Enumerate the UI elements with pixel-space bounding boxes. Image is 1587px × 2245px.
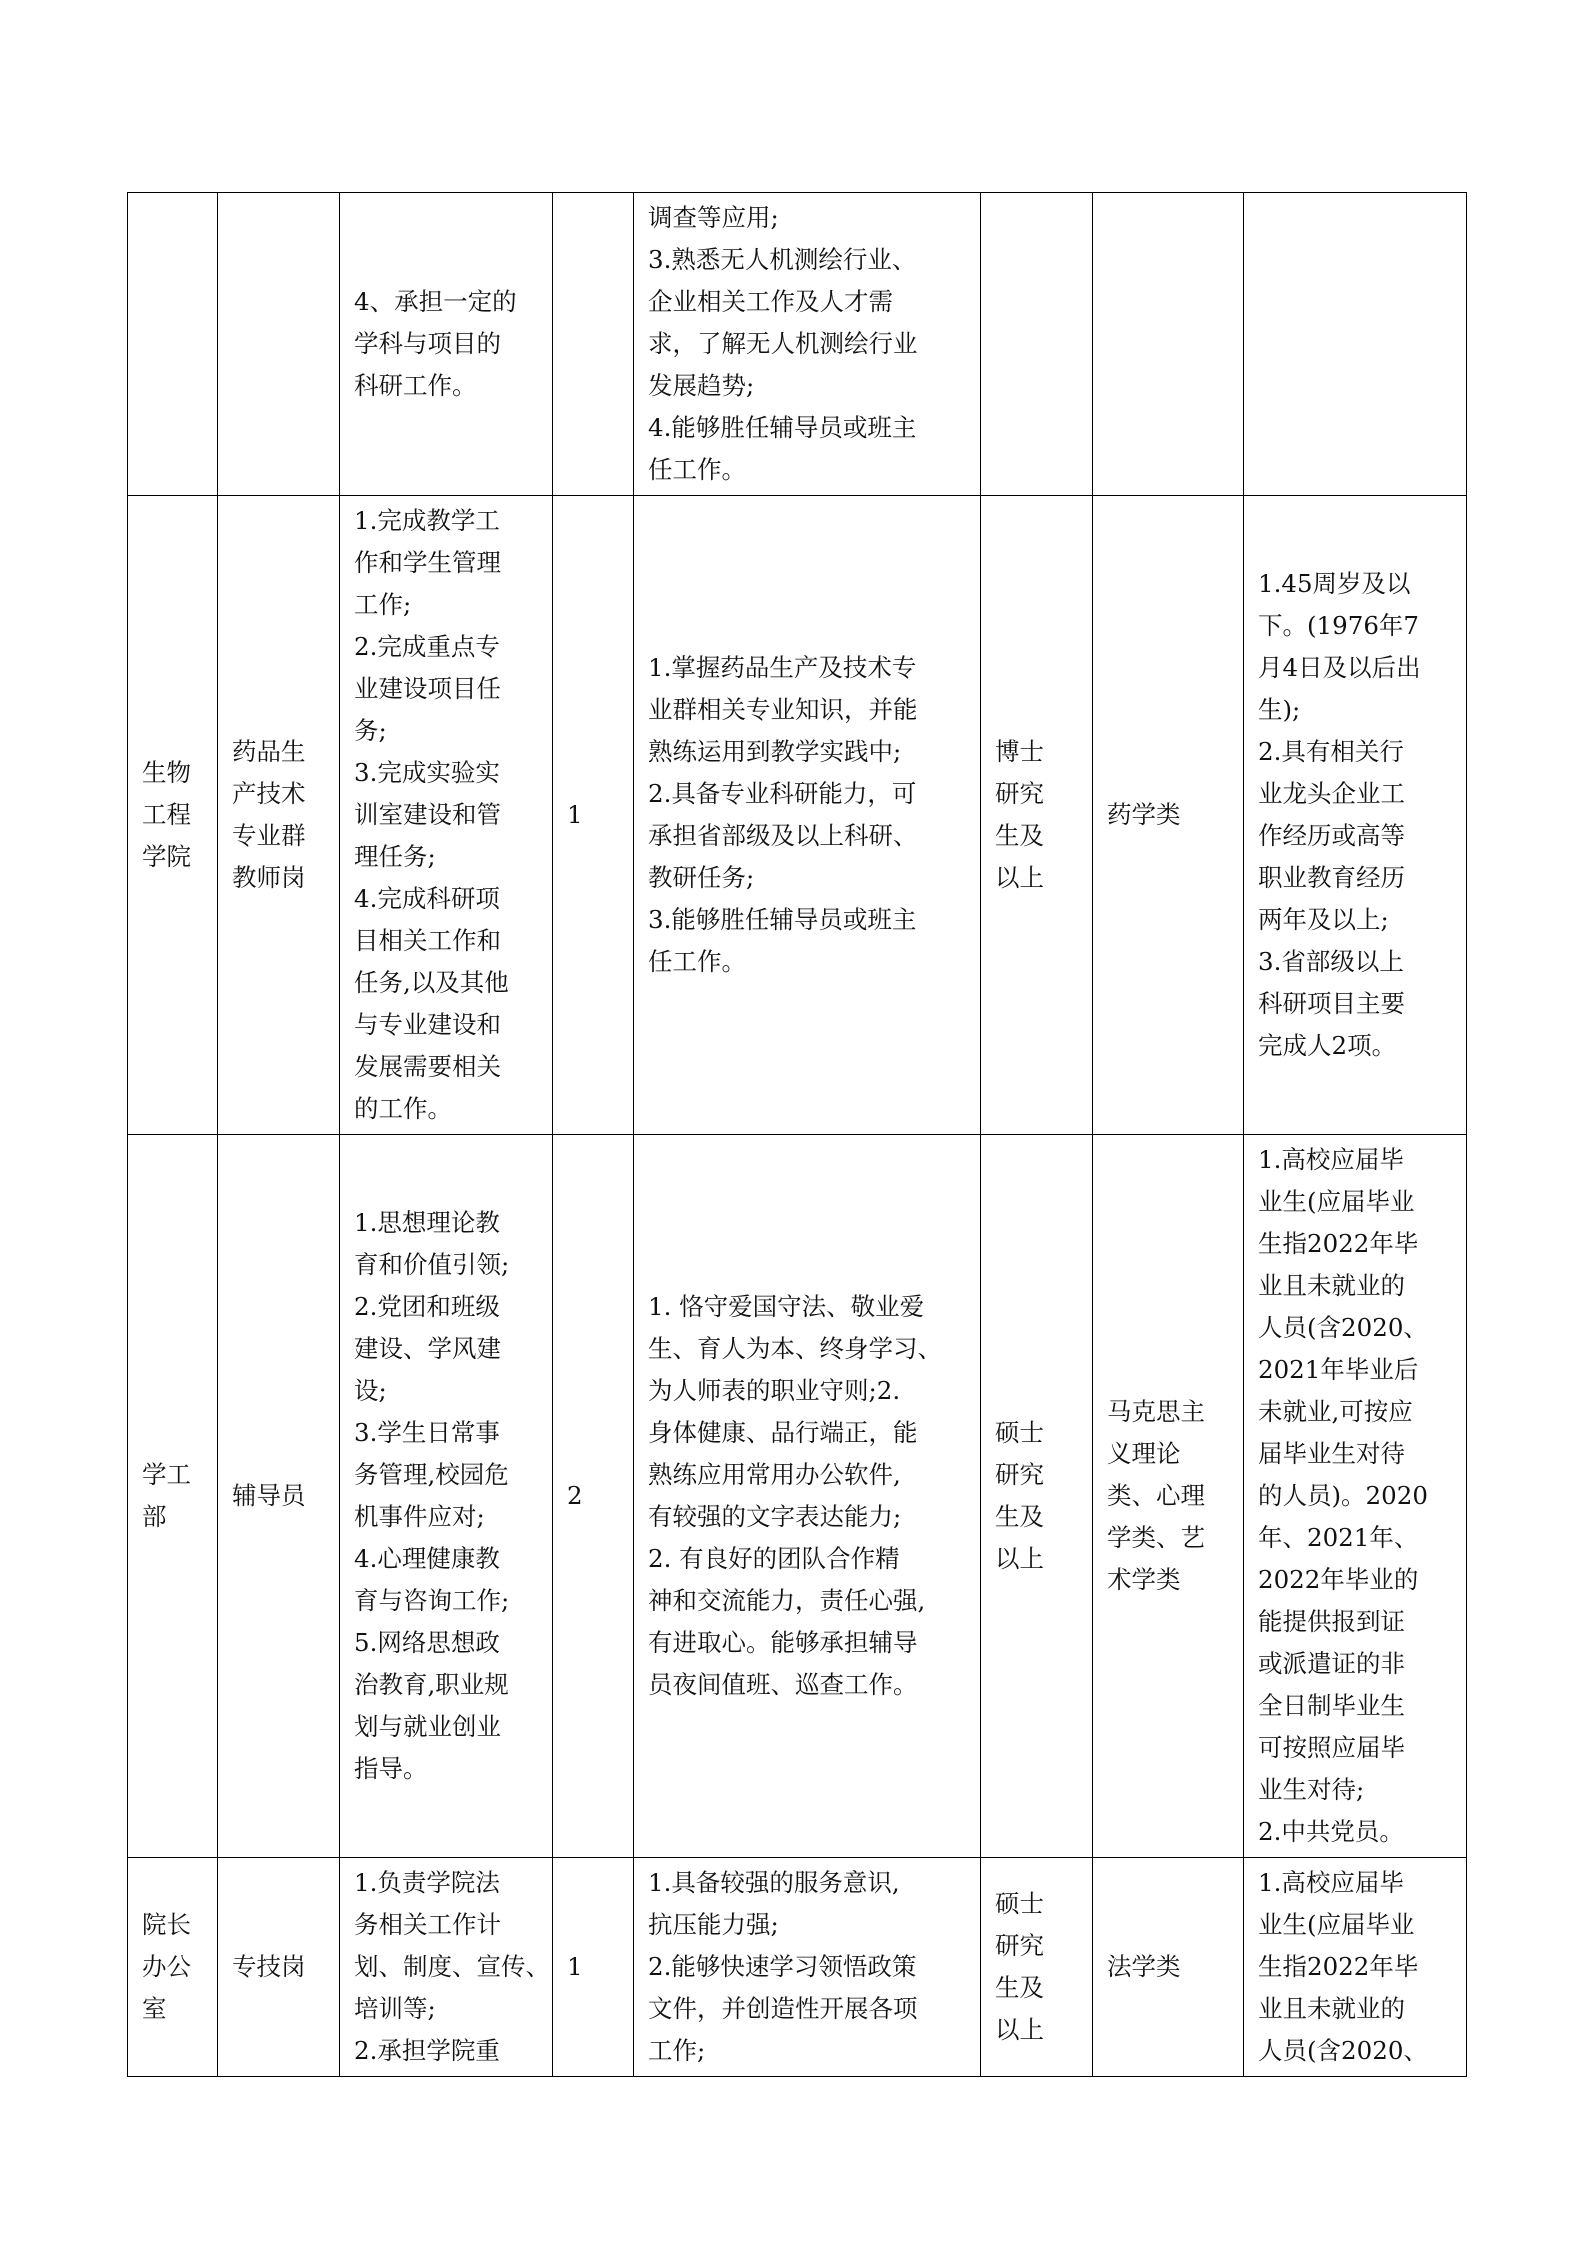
cell-text-line: 神和交流能力，责任心强, bbox=[648, 1586, 926, 1615]
cell-text-line: 任工作。 bbox=[648, 947, 746, 976]
cell-text-line: 的工作。 bbox=[354, 1094, 452, 1123]
cell-text-line: 3.能够胜任辅导员或班主 bbox=[648, 905, 917, 934]
cell-text-line: 任务,以及其他 bbox=[354, 968, 509, 997]
cell-text-line: 机事件应对; bbox=[354, 1502, 485, 1531]
cell-text-line: 辅导员 bbox=[232, 1481, 306, 1510]
cell-text-line: 以上 bbox=[995, 1544, 1044, 1573]
cell-text-line: 调查等应用; bbox=[648, 203, 779, 232]
cell-text-line: 教研任务; bbox=[648, 863, 755, 892]
cell-text-line: 4.心理健康教 bbox=[354, 1544, 500, 1573]
cell-text-line: 工作; bbox=[648, 2036, 706, 2065]
cell-text: 2 bbox=[567, 1481, 583, 1510]
cell-text-line: 生及 bbox=[995, 821, 1044, 850]
cell-text: 1 bbox=[567, 800, 583, 829]
cell-text-line: 目相关工作和 bbox=[354, 926, 501, 955]
cell-text-line: 训室建设和管 bbox=[354, 800, 501, 829]
cell-text-line: 文件，并创造性开展各项 bbox=[648, 1994, 918, 2023]
count-cell bbox=[553, 1858, 634, 2077]
cell-text-line: 可按照应届毕 bbox=[1258, 1733, 1405, 1762]
cell-text-line: 1.具备较强的服务意识, bbox=[648, 1868, 900, 1897]
post-cell bbox=[218, 1135, 340, 1858]
cell-text-line: 产技术 bbox=[232, 779, 306, 808]
cell-text-line: 下。(1976年7 bbox=[1258, 611, 1419, 640]
cell-text-line: 2.具有相关行 bbox=[1258, 737, 1404, 766]
post-cell bbox=[218, 496, 340, 1135]
cell-text-line: 有进取心。能够承担辅导 bbox=[648, 1628, 918, 1657]
cell-text-line: 设; bbox=[354, 1376, 387, 1405]
education-cell bbox=[981, 496, 1093, 1135]
cell-text-line: 企业相关工作及人才需 bbox=[648, 287, 893, 316]
cell-text-line: 业且未就业的 bbox=[1258, 1271, 1405, 1300]
cell-text-line: 业生对待; bbox=[1258, 1775, 1365, 1804]
cell-text-line: 马克思主 bbox=[1107, 1397, 1205, 1426]
cell-text-line: 5.网络思想政 bbox=[354, 1628, 500, 1657]
cell-text-line: 专业群 bbox=[232, 821, 306, 850]
cell-text-line: 3.省部级以上 bbox=[1258, 947, 1404, 976]
cell-text-line: 1.思想理论教 bbox=[354, 1208, 500, 1237]
cell-text-line: 任工作。 bbox=[648, 455, 746, 484]
cell-text-line: 生指2022年毕 bbox=[1258, 1229, 1419, 1258]
cell-text-line: 4.完成科研项 bbox=[354, 884, 500, 913]
cell-text-line: 人员(含2020、 bbox=[1258, 2036, 1428, 2065]
cell-text-line: 业龙头企业工 bbox=[1258, 779, 1405, 808]
other-conditions-cell bbox=[1244, 496, 1467, 1135]
cell-text-line: 作经历或高等 bbox=[1258, 821, 1405, 850]
cell-text-line: 4.能够胜任辅导员或班主 bbox=[648, 413, 917, 442]
cell-text-line: 生、育人为本、终身学习、 bbox=[648, 1334, 942, 1363]
cell-text-line: 或派遣证的非 bbox=[1258, 1649, 1405, 1678]
major-cell bbox=[1093, 1135, 1244, 1858]
count-cell bbox=[553, 1135, 634, 1858]
education-cell bbox=[981, 1135, 1093, 1858]
cell-text-line: 熟练应用常用办公软件, bbox=[648, 1460, 901, 1489]
cell-text-line: 发展趋势; bbox=[648, 371, 755, 400]
cell-text-line: 博士 bbox=[995, 737, 1044, 766]
cell-text-line: 务管理,校园危 bbox=[354, 1460, 509, 1489]
cell-text-line: 的人员)。2020 bbox=[1258, 1481, 1428, 1510]
cell-text-line: 1.高校应届毕 bbox=[1258, 1145, 1404, 1174]
cell-text-line: 学院 bbox=[142, 842, 191, 871]
dept-cell bbox=[128, 1135, 218, 1858]
cell-text-line: 科研工作。 bbox=[354, 371, 477, 400]
cell-text-line: 1.高校应届毕 bbox=[1258, 1868, 1404, 1897]
dept-cell bbox=[128, 496, 218, 1135]
requirements-cell bbox=[634, 193, 981, 496]
cell-text-line: 研究 bbox=[995, 1460, 1044, 1489]
duties-cell bbox=[340, 1858, 553, 2077]
post-cell bbox=[218, 1858, 340, 2077]
major-cell bbox=[1093, 193, 1244, 496]
cell-text-line: 能提供报到证 bbox=[1258, 1607, 1405, 1636]
cell-text-line: 室 bbox=[142, 1994, 167, 2023]
cell-text-line: 法学类 bbox=[1107, 1952, 1181, 1981]
cell-text-line: 1. 恪守爱国守法、敬业爱 bbox=[648, 1292, 925, 1321]
requirements-cell bbox=[634, 1858, 981, 2077]
duties-cell bbox=[340, 193, 553, 496]
cell-text-line: 3.完成实验实 bbox=[354, 758, 500, 787]
cell-text-line: 有较强的文字表达能力; bbox=[648, 1502, 902, 1531]
cell-text-line: 药学类 bbox=[1107, 800, 1181, 829]
education-cell bbox=[981, 193, 1093, 496]
cell-text-line: 教师岗 bbox=[232, 863, 306, 892]
cell-text-line: 1.负责学院法 bbox=[354, 1868, 500, 1897]
cell-text-line: 2022年毕业的 bbox=[1258, 1565, 1419, 1594]
cell-text-line: 业群相关专业知识，并能 bbox=[648, 695, 918, 724]
cell-text-line: 1.45周岁及以 bbox=[1258, 569, 1411, 598]
cell-text-line: 划、制度、宣传、 bbox=[354, 1952, 550, 1981]
cell-text-line: 院长 bbox=[142, 1910, 191, 1939]
table-row bbox=[128, 496, 1467, 1135]
count-cell bbox=[553, 496, 634, 1135]
cell-text-line: 生及 bbox=[995, 1973, 1044, 2002]
cell-text-line: 研究 bbox=[995, 1931, 1044, 1960]
cell-text-line: 2.承担学院重 bbox=[354, 2036, 500, 2065]
cell-text-line: 建设、学风建 bbox=[354, 1334, 501, 1363]
cell-text-line: 未就业,可按应 bbox=[1258, 1397, 1413, 1426]
cell-text-line: 药品生 bbox=[232, 737, 306, 766]
cell-text-line: 全日制毕业生 bbox=[1258, 1691, 1405, 1720]
cell-text-line: 月4日及以后出 bbox=[1258, 653, 1421, 682]
cell-text-line: 育与咨询工作; bbox=[354, 1586, 510, 1615]
cell-text-line: 1.完成教学工 bbox=[354, 506, 500, 535]
table-row bbox=[128, 1135, 1467, 1858]
cell-text-line: 熟练运用到教学实践中; bbox=[648, 737, 902, 766]
cell-text-line: 抗压能力强; bbox=[648, 1910, 779, 1939]
cell-text-line: 指导。 bbox=[354, 1754, 428, 1783]
requirements-cell bbox=[634, 1135, 981, 1858]
cell-text-line: 求，了解无人机测绘行业 bbox=[648, 329, 918, 358]
cell-text-line: 2. 有良好的团队合作精 bbox=[648, 1544, 900, 1573]
cell-text-line: 与专业建设和 bbox=[354, 1010, 501, 1039]
cell-text-line: 3.熟悉无人机测绘行业、 bbox=[648, 245, 917, 274]
cell-text-line: 生物 bbox=[142, 758, 191, 787]
cell-text-line: 两年及以上; bbox=[1258, 905, 1389, 934]
cell-text-line: 为人师表的职业守则;2. bbox=[648, 1376, 901, 1405]
cell-text-line: 务相关工作计 bbox=[354, 1910, 501, 1939]
cell-text-line: 专技岗 bbox=[232, 1952, 306, 1981]
cell-text-line: 硕士 bbox=[995, 1889, 1044, 1918]
cell-text-line: 部 bbox=[142, 1502, 167, 1531]
cell-text-line: 务; bbox=[354, 716, 387, 745]
cell-text-line: 职业教育经历 bbox=[1258, 863, 1405, 892]
cell-text-line: 类、心理 bbox=[1107, 1481, 1205, 1510]
cell-text-line: 届毕业生对待 bbox=[1258, 1439, 1405, 1468]
cell-text-line: 术学类 bbox=[1107, 1565, 1181, 1594]
cell-text-line: 义理论 bbox=[1107, 1439, 1181, 1468]
education-cell bbox=[981, 1858, 1093, 2077]
cell-text-line: 业生(应届毕业 bbox=[1258, 1910, 1415, 1939]
major-cell bbox=[1093, 1858, 1244, 2077]
cell-text-line: 业生(应届毕业 bbox=[1258, 1187, 1415, 1216]
cell-text-line: 业建设项目任 bbox=[354, 674, 501, 703]
dept-cell bbox=[128, 193, 218, 496]
requirements-cell bbox=[634, 496, 981, 1135]
cell-text-line: 员夜间值班、巡查工作。 bbox=[648, 1670, 918, 1699]
cell-text-line: 身体健康、品行端正，能 bbox=[648, 1418, 918, 1447]
cell-text-line: 2021年毕业后 bbox=[1258, 1355, 1419, 1384]
cell-text-line: 生及 bbox=[995, 1502, 1044, 1531]
table-row bbox=[128, 193, 1467, 496]
cell-text-line: 研究 bbox=[995, 779, 1044, 808]
cell-text-line: 以上 bbox=[995, 2015, 1044, 2044]
cell-text-line: 以上 bbox=[995, 863, 1044, 892]
cell-text-line: 完成人2项。 bbox=[1258, 1031, 1397, 1060]
cell-text-line: 2.具备专业科研能力，可 bbox=[648, 779, 917, 808]
cell-text-line: 1.掌握药品生产及技术专 bbox=[648, 653, 917, 682]
cell-text-line: 学科与项目的 bbox=[354, 329, 501, 358]
cell-text-line: 人员(含2020、 bbox=[1258, 1313, 1428, 1342]
cell-text-line: 发展需要相关 bbox=[354, 1052, 501, 1081]
other-conditions-cell bbox=[1244, 1135, 1467, 1858]
cell-text-line: 2.完成重点专 bbox=[354, 632, 500, 661]
recruitment-table bbox=[127, 192, 1467, 2077]
cell-text-line: 4、承担一定的 bbox=[354, 287, 517, 316]
duties-cell bbox=[340, 1135, 553, 1858]
other-conditions-cell bbox=[1244, 193, 1467, 496]
cell-text-line: 2.党团和班级 bbox=[354, 1292, 500, 1321]
cell-text-line: 治教育,职业规 bbox=[354, 1670, 509, 1699]
cell-text-line: 生指2022年毕 bbox=[1258, 1952, 1419, 1981]
cell-text-line: 理任务; bbox=[354, 842, 436, 871]
cell-text-line: 年、2021年、 bbox=[1258, 1523, 1419, 1552]
cell-text-line: 学工 bbox=[142, 1460, 191, 1489]
cell-text-line: 划与就业创业 bbox=[354, 1712, 501, 1741]
dept-cell bbox=[128, 1858, 218, 2077]
cell-text-line: 学类、艺 bbox=[1107, 1523, 1205, 1552]
post-cell bbox=[218, 193, 340, 496]
cell-text-line: 3.学生日常事 bbox=[354, 1418, 500, 1447]
cell-text-line: 硕士 bbox=[995, 1418, 1044, 1447]
cell-text-line: 业且未就业的 bbox=[1258, 1994, 1405, 2023]
cell-text-line: 2.能够快速学习领悟政策 bbox=[648, 1952, 917, 1981]
other-conditions-cell bbox=[1244, 1858, 1467, 2077]
cell-text-line: 工作; bbox=[354, 590, 412, 619]
cell-text-line: 工程 bbox=[142, 800, 191, 829]
count-cell bbox=[553, 193, 634, 496]
cell-text-line: 育和价值引领; bbox=[354, 1250, 510, 1279]
cell-text-line: 科研项目主要 bbox=[1258, 989, 1405, 1018]
table-row bbox=[128, 1858, 1467, 2077]
cell-text-line: 培训等; bbox=[354, 1994, 436, 2023]
cell-text-line: 2.中共党员。 bbox=[1258, 1817, 1404, 1846]
cell-text-line: 作和学生管理 bbox=[354, 548, 501, 577]
cell-text-line: 承担省部级及以上科研、 bbox=[648, 821, 918, 850]
major-cell bbox=[1093, 496, 1244, 1135]
cell-text-line: 生); bbox=[1258, 695, 1301, 724]
duties-cell bbox=[340, 496, 553, 1135]
cell-text-line: 办公 bbox=[142, 1952, 191, 1981]
cell-text: 1 bbox=[567, 1952, 583, 1981]
